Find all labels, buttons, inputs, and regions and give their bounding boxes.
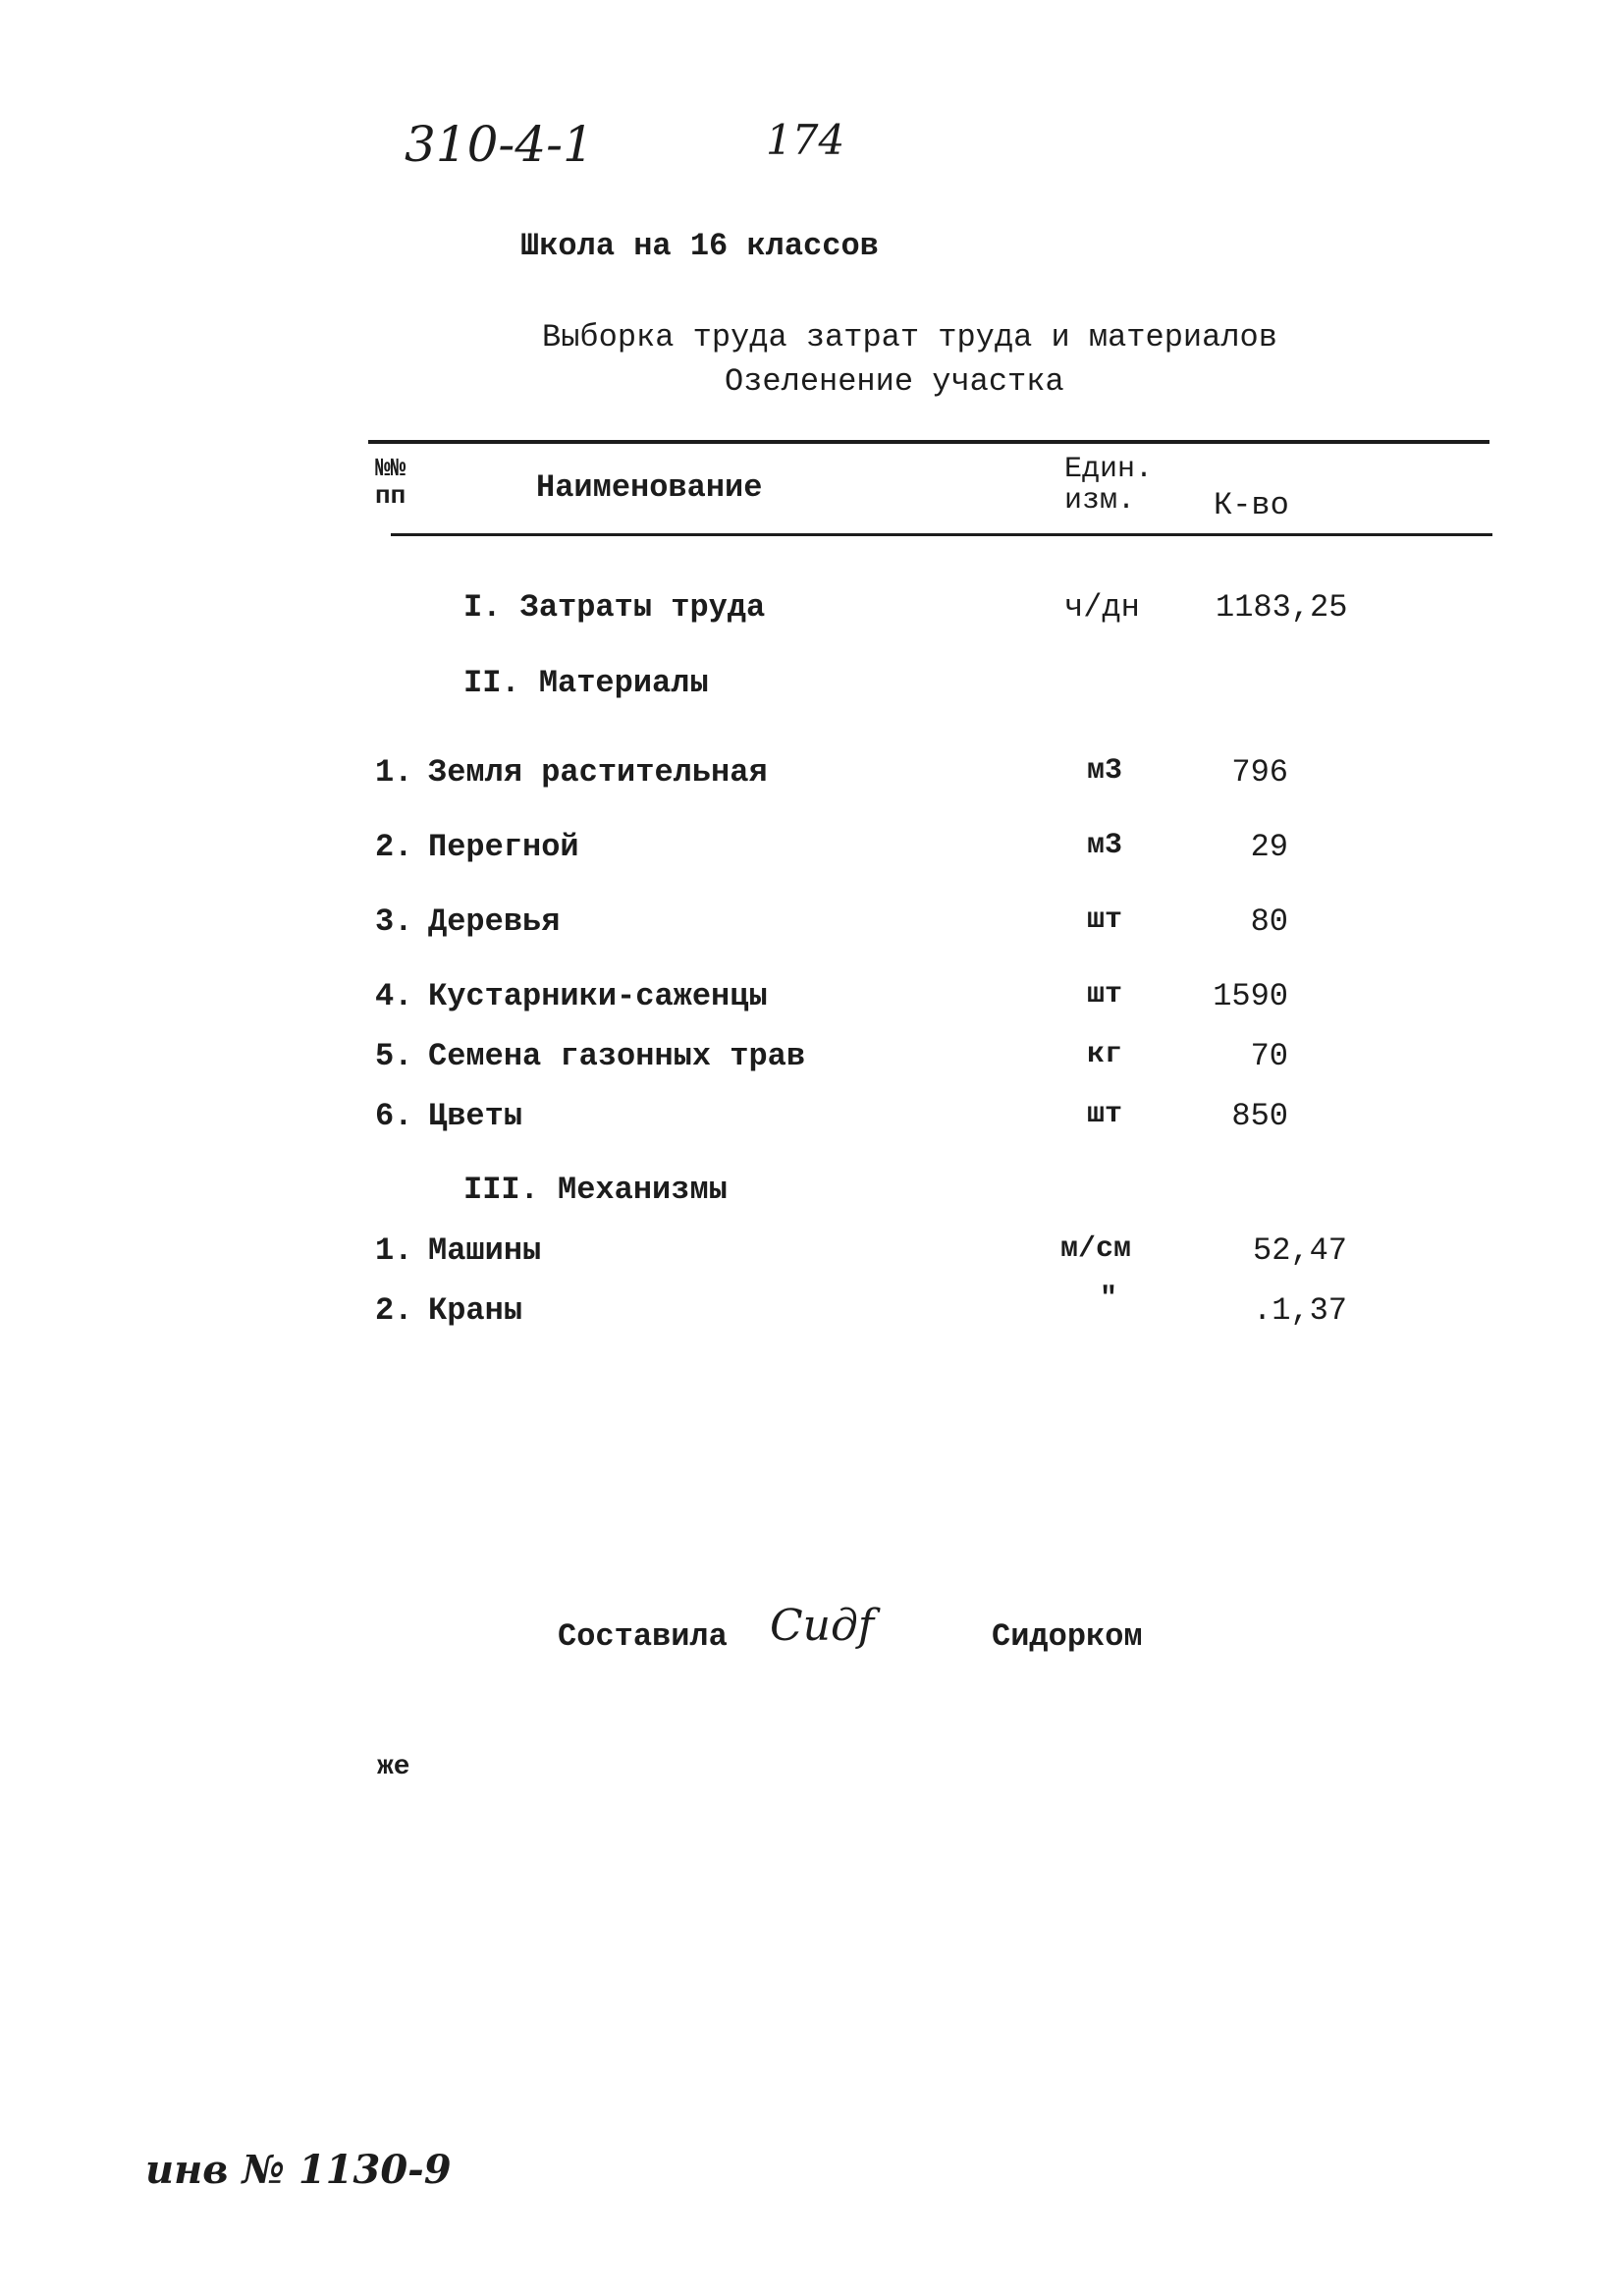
column-header-quantity: К-во (1214, 487, 1289, 523)
compiled-by-label: Составила (558, 1618, 728, 1655)
material-row-name: Деревья (428, 903, 561, 940)
material-row-quantity: 29 (1250, 829, 1288, 865)
material-row-name: Семена газонных трав (428, 1038, 806, 1074)
inventory-number: инв № 1130-9 (145, 2147, 452, 2193)
machine-row-name: Краны (428, 1292, 523, 1329)
material-row-unit: шт (1086, 903, 1122, 937)
machine-row-name: Машины (428, 1232, 542, 1269)
material-row-name: Земля растительная (428, 754, 768, 791)
material-row-name: Цветы (428, 1098, 523, 1134)
material-row-unit: шт (1086, 978, 1122, 1011)
machine-row-unit: м/см (1060, 1232, 1132, 1266)
document-code: 310-4-1 (405, 116, 594, 173)
school-title: Школа на 16 классов (520, 228, 879, 264)
material-row-unit: кг (1086, 1038, 1122, 1071)
machine-row-number: 2. (375, 1292, 413, 1329)
material-row-quantity: 70 (1250, 1038, 1288, 1074)
material-row-quantity: 850 (1231, 1098, 1288, 1134)
section-labor-label: I. Затраты труда (463, 589, 766, 626)
page-number: 174 (766, 116, 845, 164)
section-labor-quantity: 1183,25 (1216, 589, 1348, 626)
machine-row-number: 1. (375, 1232, 413, 1269)
material-row-number: 5. (375, 1038, 413, 1074)
column-header-number: №№ пп (375, 454, 406, 511)
material-row-number: 6. (375, 1098, 413, 1134)
table-top-rule (368, 440, 1489, 444)
material-row-unit: шт (1086, 1098, 1122, 1131)
material-row-number: 4. (375, 978, 413, 1014)
table-header-rule (391, 533, 1492, 536)
section-machines-label: III. Механизмы (463, 1172, 728, 1208)
machine-row-quantity: 52,47 (1252, 1232, 1347, 1269)
material-row-unit: м3 (1086, 829, 1122, 862)
material-row-number: 3. (375, 903, 413, 940)
section-labor-unit: ч/дн (1064, 589, 1140, 626)
document-title: Выборка труда затрат труда и материалов (542, 319, 1277, 355)
material-row-quantity: 796 (1231, 754, 1288, 791)
material-row-name: Кустарники-саженцы (428, 978, 768, 1014)
material-row-name: Перегной (428, 829, 579, 865)
material-row-quantity: 80 (1250, 903, 1288, 940)
machine-row-unit: " (1100, 1283, 1118, 1316)
material-row-number: 1. (375, 754, 413, 791)
compiler-name: Сидорком (992, 1618, 1143, 1655)
signature: Сидf (770, 1601, 875, 1651)
machine-row-quantity: .1,37 (1252, 1292, 1347, 1329)
material-row-quantity: 1590 (1213, 978, 1288, 1014)
footer-mark: же (377, 1752, 410, 1782)
column-header-name: Наименование (536, 469, 763, 506)
section-materials-label: II. Материалы (463, 665, 709, 701)
column-header-unit: Един. изм. (1064, 453, 1154, 518)
material-row-number: 2. (375, 829, 413, 865)
document-subtitle: Озеленение участка (725, 363, 1064, 400)
material-row-unit: м3 (1086, 754, 1122, 788)
